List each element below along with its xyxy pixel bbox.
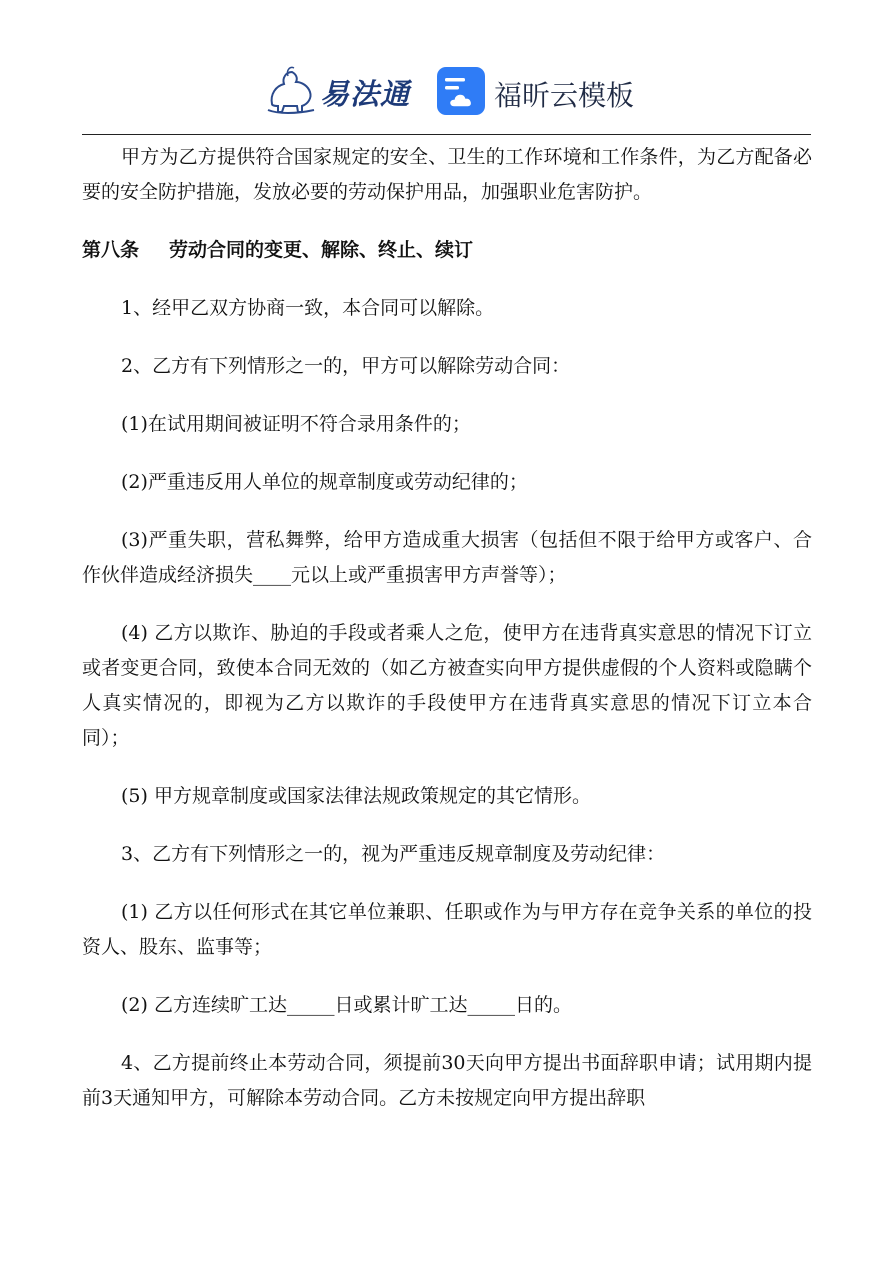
foxit-cloud-template-logo <box>436 66 636 118</box>
clause-3: 3、乙方有下列情形之一的，视为严重违反规章制度及劳动纪律： <box>121 843 666 865</box>
article-heading <box>82 233 812 268</box>
clause-2: 2、乙方有下列情形之一的，甲方可以解除劳动合同： <box>121 355 571 377</box>
clause-2-item-5: (5) 甲方规章制度或国家法律法规政策规定的其它情形。 <box>121 785 591 807</box>
horse-emblem-icon <box>262 64 322 118</box>
cloud-document-icon <box>436 66 486 116</box>
yifatong-logo <box>262 64 410 118</box>
paragraph-safety: 甲方为乙方提供符合国家规定的安全、卫生的工作环境和工作条件，为乙方配备必要的安全防护措施，发放必要的劳动保护用品，加强职业危害防护。 <box>82 146 812 203</box>
clause-3-item-1: (1) 乙方以任何形式在其它单位兼职、任职或作为与甲方存在竞争关系的单位的投资人、股东、监事等； <box>82 901 812 958</box>
clause-2-item-2: (2)严重违反用人单位的规章制度或劳动纪律的； <box>121 471 528 493</box>
page-header <box>0 0 893 134</box>
clause-1: 1、经甲乙双方协商一致，本合同可以解除。 <box>121 297 495 319</box>
clause-4: 4、乙方提前终止本劳动合同，须提前30天向甲方提出书面辞职申请；试用期内提前3天通知甲方，可解除本劳动合同。乙方未按规定向甲方提出辞职 <box>82 1052 812 1109</box>
clause-2-item-1: (1)在试用期间被证明不符合录用条件的； <box>121 413 471 435</box>
article-number: 第八条 <box>82 239 140 261</box>
clause-2-item-4: (4) 乙方以欺诈、胁迫的手段或者乘人之危，使甲方在违背真实意思的情况下订立或者变更合同，致使本合同无效的（如乙方被查实向甲方提供虚假的个人资料或隐瞒个人真实情况的，即视为乙方以欺诈的手段使甲方在违背真实意思的情况下订立本合同）； <box>82 622 812 749</box>
logo2-text: 福昕云模板 <box>494 79 635 112</box>
clause-3-item-2: (2) 乙方连续旷工达_____日或累计旷工达_____日的。 <box>121 994 572 1016</box>
article-title: 劳动合同的变更、解除、终止、续订 <box>169 239 474 261</box>
logo1-text: 易法通 <box>320 77 411 111</box>
clause-2-item-3: (3)严重失职，营私舞弊，给甲方造成重大损害（包括但不限于给甲方或客户、合作伙伴造成经济损失____元以上或严重损害甲方声誉等）； <box>82 529 812 586</box>
header-rule <box>82 134 811 135</box>
document-body <box>82 140 812 1116</box>
